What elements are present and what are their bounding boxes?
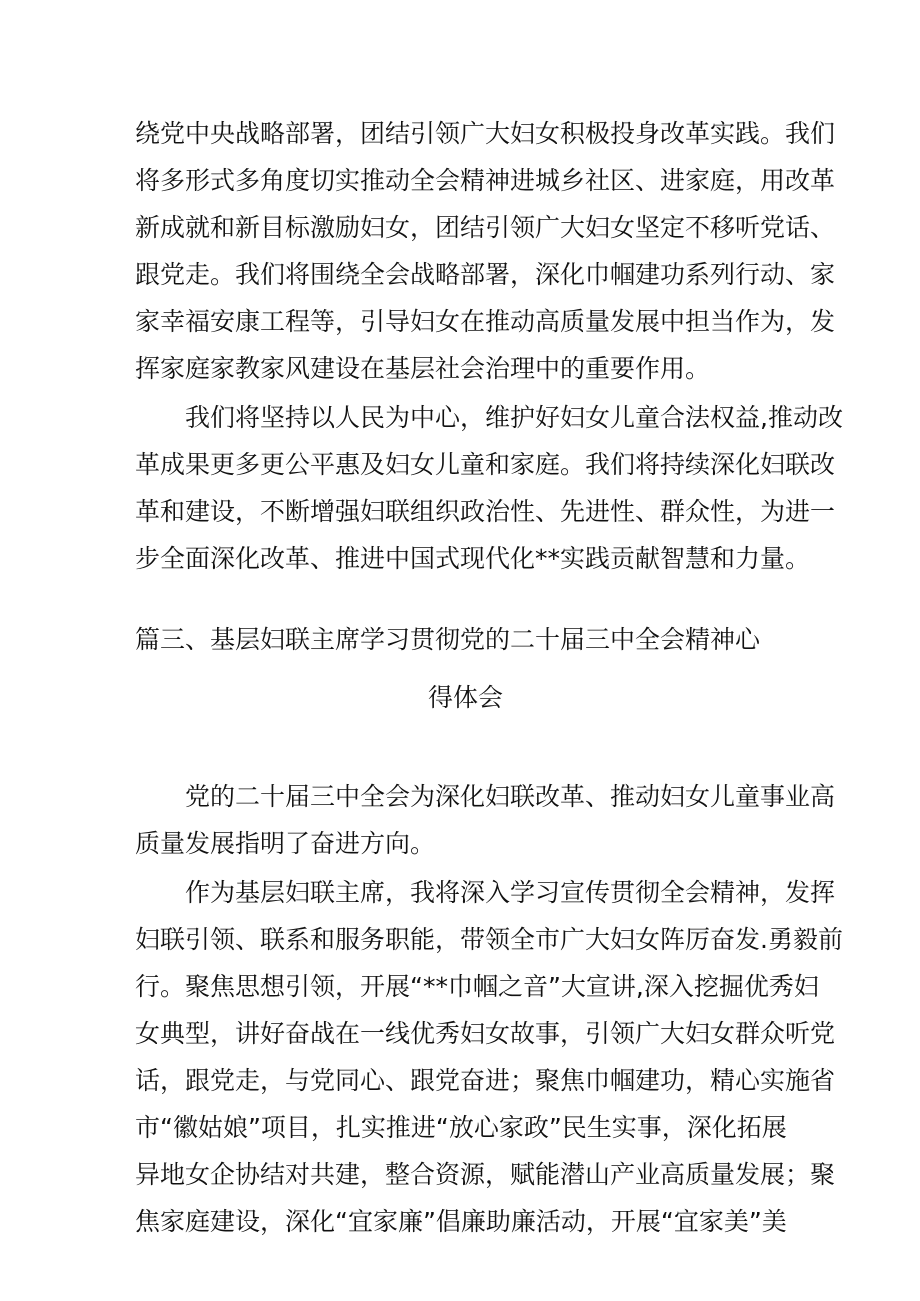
- paragraph-line: 家幸福安康工程等，引导妇女在推动高质量发展中担当作为，发: [135, 307, 836, 336]
- paragraph-line: 革和建设，不断增强妇联组织政治性、先进性、群众性，为进一: [135, 497, 836, 526]
- paragraph-line: 妇联引领、联系和服务职能，带领全市广大妇女阵厉奋发.勇毅前: [135, 925, 843, 954]
- paragraph-line: 焦家庭建设，深化“宜家廉”倡廉助廉活动，开展“宜家美”美: [135, 1207, 787, 1236]
- paragraph-line: 异地女企协结对共建，整合资源，赋能潜山产业高质量发展；聚: [135, 1160, 836, 1189]
- paragraph-line: 市“徽姑娘”项目，扎实推进“放心家政”民生实事，深化拓展: [135, 1113, 787, 1142]
- paragraph-line: 行。聚焦思想引领，开展“**巾帼之音”大宣讲,深入挖掘优秀妇: [135, 972, 819, 1001]
- paragraph-line: 跟党走。我们将围绕全会战略部署，深化巾帼建功系列行动、家: [135, 260, 836, 289]
- paragraph-line: 新成就和新目标激励妇女，团结引领广大妇女坚定不移听党话、: [135, 213, 836, 242]
- paragraph-line: 党的二十届三中全会为深化妇联改革、推动妇女儿童事业高: [185, 782, 836, 811]
- paragraph-line: 话，跟党走，与党同心、跟党奋进；聚焦巾帼建功，精心实施省: [135, 1066, 836, 1095]
- paragraph-line: 绕党中央战略部署，团结引领广大妇女积极投身改革实践。我们: [135, 119, 836, 148]
- paragraph-line: 革成果更多更公平惠及妇女儿童和家庭。我们将持续深化妇联改: [135, 450, 836, 479]
- paragraph-line: 女典型，讲好奋战在一线优秀妇女故事，引领广大妇女群众听党: [135, 1019, 836, 1048]
- paragraph-line: 作为基层妇联主席，我将深入学习宣传贯彻全会精神，发挥: [185, 878, 836, 907]
- section-title: 篇三、基层妇联主席学习贯彻党的二十届三中全会精神心: [135, 625, 761, 654]
- paragraph-line: 挥家庭家教家风建设在基层社会治理中的重要作用。: [135, 354, 711, 383]
- paragraph-line: 将多形式多角度切实推动全会精神进城乡社区、进家庭，用改革: [135, 166, 836, 195]
- paragraph-line: 我们将坚持以人民为中心，维护好妇女儿童合法权益,推动改: [185, 403, 843, 432]
- section-title-continued: 得体会: [428, 683, 504, 712]
- paragraph-line: 步全面深化改革、推进中国式现代化**实践贡献智慧和力量。: [135, 544, 811, 573]
- paragraph-line: 质量发展指明了奋进方向。: [135, 829, 436, 858]
